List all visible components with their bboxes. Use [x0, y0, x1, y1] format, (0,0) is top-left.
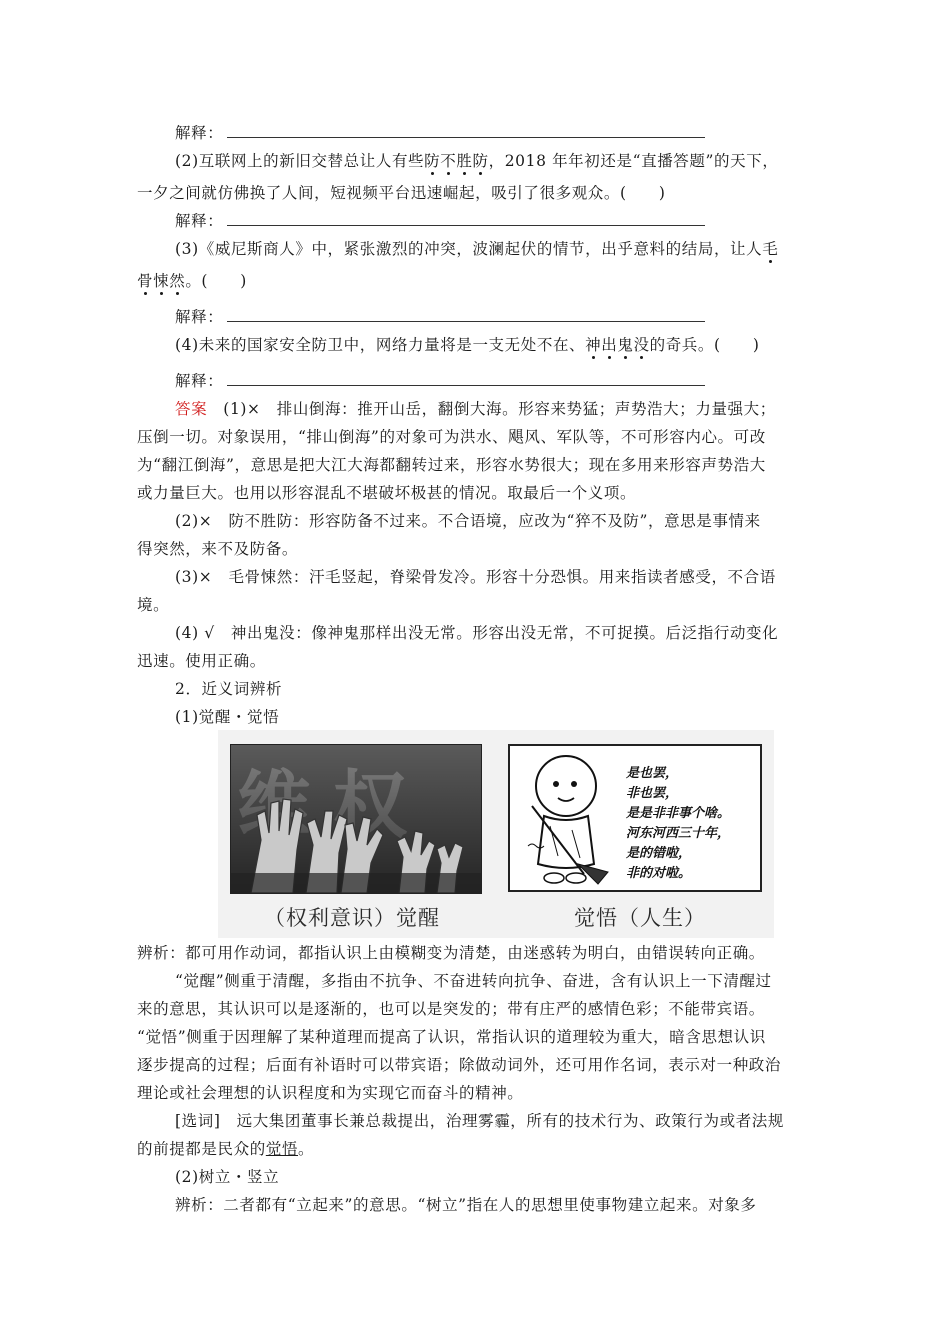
- answer-line-3: 为“翻江倒海”，意思是把大江大海都翻转过来，形容水势很大；现在多用来形容声势浩大: [137, 456, 766, 474]
- question-3-line-1: [175, 238, 778, 260]
- emphasis-char: 没: [633, 336, 650, 354]
- answer-blank[interactable]: [227, 370, 705, 386]
- analysis-line-3: 来的意思，其认识可以是逐渐的，也可以是突发的；带有庄严的感情色彩；不能带宾语。: [137, 1000, 765, 1018]
- word-choice-text: 的前提都是民众的: [137, 1140, 266, 1158]
- analysis-line-6: 理论或社会理想的认识程度和为实现它而奋斗的精神。: [137, 1084, 524, 1102]
- emphasis-char: 鬼: [617, 336, 634, 354]
- question-2-text: (2)互联网上的新旧交替总让人有些: [175, 152, 425, 170]
- answer-line-8: 境。: [137, 596, 170, 614]
- answer-line-1: [175, 398, 776, 420]
- emphasis-char: 悚: [153, 272, 170, 290]
- explanation-label: 解释：: [175, 308, 224, 326]
- subsection-heading-2: (2)树立・竖立: [175, 1168, 280, 1186]
- emphasis-char: 毛: [762, 240, 779, 258]
- emphasis-char: 神: [585, 336, 602, 354]
- illustration-figure: [218, 730, 774, 938]
- explanation-line-1: [175, 122, 705, 144]
- word-choice-line-2: [137, 1138, 314, 1160]
- question-2-line-2: 一夕之间就仿佛换了人间，短视频平台迅速崛起，吸引了很多观众。( ): [137, 184, 666, 202]
- emphasis-char: 出: [601, 336, 618, 354]
- answer-text: (1)× 排山倒海：推开山岳，翻倒大海。形容来势猛；声势浩大；力量强大；: [207, 400, 776, 418]
- question-4-tail: 的奇兵。( ): [649, 336, 760, 354]
- answer-line-7: (3)× 毛骨悚然：汗毛竖起，脊梁骨发冷。形容十分恐惧。用来指读者感受，不合语: [175, 568, 776, 586]
- answer-line-9: (4) √ 神出鬼没：像神鬼那样出没无常。形容出没无常，不可捉摸。后泛指行动变化: [175, 624, 779, 642]
- word-choice-tail: 。: [298, 1140, 315, 1158]
- question-3-line-2: [137, 270, 247, 292]
- explanation-label: 解释：: [175, 212, 224, 230]
- analysis-line-7: 辨析：二者都有“立起来”的意思。“树立”指在人的思想里使事物建立起来。对象多: [175, 1196, 757, 1214]
- explanation-label: 解释：: [175, 124, 224, 142]
- answer-label: 答案: [175, 400, 208, 418]
- question-3-text: (3)《威尼斯商人》中，紧张激烈的冲突，波澜起伏的情节，出乎意料的结局，让人: [175, 240, 763, 258]
- answer-blank[interactable]: [227, 306, 705, 322]
- question-2-tail: ，2018 年年初还是“直播答题”的天下，: [488, 152, 779, 170]
- cartoon-poem: 是也罢， 非也罢， 是是非非事个啥。 河东河西三十年， 是的错啦， 非的对啦。: [626, 766, 731, 881]
- answer-line-10: 迅速。使用正确。: [137, 652, 266, 670]
- raised-hands-graphic: [231, 745, 481, 893]
- emphasis-char: 胜: [456, 152, 473, 170]
- emphasis-char: 防: [424, 152, 441, 170]
- right-caption: 觉悟（人生）: [574, 906, 706, 930]
- answer-line-6: 得突然，来不及防备。: [137, 540, 299, 558]
- analysis-line-5: 逐步提高的过程；后面有补语时可以带宾语；除做动词外，还可用作名词，表示对一种政治: [137, 1056, 782, 1074]
- question-4-line: [175, 334, 760, 356]
- word-choice-line-1: [选词] 远大集团董事长兼总裁提出，治理雾霾，所有的技术行为、政策行为或者法规: [175, 1112, 784, 1130]
- emphasis-char: 骨: [137, 272, 154, 290]
- answer-line-4: 或力量巨大。也用以形容混乱不堪破坏极甚的情况。取最后一个义项。: [137, 484, 637, 502]
- answer-blank[interactable]: [227, 122, 705, 138]
- section-heading: 2．近义词辨析: [175, 680, 283, 698]
- answer-line-2: 压倒一切。对象误用，“排山倒海”的对象可为洪水、飓风、军队等，不可形容内心。可改: [137, 428, 766, 446]
- explanation-line-3: [175, 306, 705, 328]
- analysis-line-4: “觉悟”侧重于因理解了某种道理而提高了认识，常指认识的道理较为重大，暗含思想认识: [137, 1028, 766, 1046]
- emphasis-char: 防: [472, 152, 489, 170]
- question-3-tail: 。( ): [185, 272, 247, 290]
- analysis-line-2: “觉醒”侧重于清醒，多指由不抗争、不奋进转向抗争、奋进，含有认识上一下清醒过: [175, 972, 772, 990]
- subsection-heading: (1)觉醒・觉悟: [175, 708, 280, 726]
- cartoon-monk-image: [508, 744, 762, 892]
- emphasis-char: 不: [440, 152, 457, 170]
- question-2-line-1: [175, 150, 778, 172]
- chosen-word: 觉悟: [265, 1140, 299, 1158]
- explanation-line-2: [175, 210, 705, 232]
- answer-line-5: (2)× 防不胜防：形容防备不过来。不合语境，应改为“猝不及防”，意思是事情来: [175, 512, 761, 530]
- monk-cartoon-icon: [514, 746, 624, 890]
- left-caption: （权利意识）觉醒: [264, 906, 440, 930]
- analysis-line-1: 辨析：都可用作动词，都指认识上由模糊变为清楚，由迷惑转为明白，由错误转向正确。: [137, 944, 765, 962]
- question-4-text: (4)未来的国家安全防卫中，网络力量将是一支无处不在、: [175, 336, 586, 354]
- answer-blank[interactable]: [227, 210, 705, 226]
- emphasis-char: 然: [169, 272, 186, 290]
- rights-protest-photo: [230, 744, 482, 894]
- explanation-label: 解释：: [175, 372, 224, 390]
- explanation-line-4: [175, 370, 705, 392]
